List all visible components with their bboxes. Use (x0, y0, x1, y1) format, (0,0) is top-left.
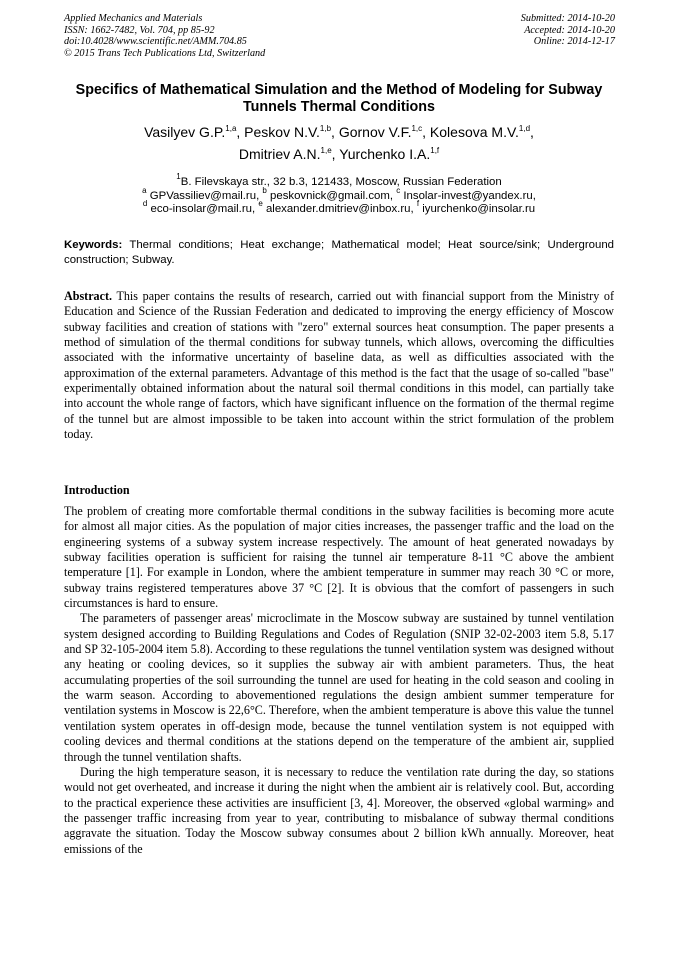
online-date: Online: 2014-12-17 (533, 36, 615, 48)
journal-name: Applied Mechanics and Materials (64, 13, 203, 24)
affiliation-address-line: $^1$B. Filevskaya str., 32 b.3, 121433, Moscow, Russian Federation (176, 172, 502, 188)
paragraph: During the high temperature season, it is necessary to reduce the ventilation rate during the day, so stations would not get overheated, and increase it during the night when the ambient air is relatively cool. But, according to the practical experience these activities are insufficient [3, 4]. Moreover, the observed «global warming» and the passenger traffic increasing from year to year, contributing to misbalance of subway thermal conditions aggravate the situation. Today the Moscow subway consumes about 2 billion kWh annually. Moreover, heat emissions of the (64, 764, 614, 856)
affiliation-address: B. Filevskaya str., 32 b.3, 121433, Moscow, Russian Federation (180, 176, 502, 188)
keywords-label: Keywords: (64, 239, 123, 251)
email-line: $^d$ eco-insolar@mail.ru, $^e$ alexander.dmitriev@inbox.ru, $^f$ iyurchenko@insolar.ru (142, 199, 536, 216)
author-affiliation-mark: 1,a (225, 124, 237, 133)
section-heading: Introduction (64, 483, 130, 497)
paragraph: The parameters of passenger areas' microclimate in the Moscow subway are sustained by tunnel ventilation system designed according to Building Regulations and Codes of Regulation (SNIP 32-02-2003 item 5.8, 5.17 and SP 32-105-2004 item 5.8). According to these regulations the tunnel ventilation system was designed without any heating or cooling devices, so it supplies the subway air with ambient parameters. Thus, the heat accumulating properties of the soil surrounding the tunnel are used for heating in the cold season and cooling in the warm season. According to abovementioned regulations the design ambient summer temperature for ventilation systems in Moscow is 22,6°C. Therefore, when the ambient temperature is above this value the tunnel ventilation system operates in off-design mode, because the tunnel ventilation system is not equipped with cooling devices and thermal conditions at the stations depend on the temperature of the ambient air, supplied through the tunnel ventilation shafts. (64, 611, 614, 764)
author-name: Dmitriev A.N. (238, 146, 321, 162)
keywords-section (64, 238, 614, 267)
author-affiliation-mark: 1,d (518, 124, 531, 133)
introduction-body (64, 504, 614, 857)
author-affiliation-mark: 1,c (411, 124, 423, 133)
author-name: Kolesova M.V. (429, 124, 519, 140)
author-affiliation-mark: 1,f (430, 146, 440, 155)
email-line: $^a$ GPVassiliev@mail.ru, $^b$ peskovnick@gmail.com, $^c$ Insolar-invest@yandex.ru, (142, 185, 536, 202)
affiliations (64, 172, 614, 217)
issn: ISSN: 1662-7482, Vol. 704, pp 85-92 (64, 24, 215, 36)
email-link[interactable]: peskovnick@gmail.com (270, 189, 390, 202)
author-name: Vasilyev G.P. (144, 124, 226, 140)
paper-title: Specifics of Mathematical Simulation and the Method of Modeling for Subway Tunnels Thermal Conditions (75, 82, 603, 115)
accepted-date: Accepted: 2014-10-20 (524, 24, 615, 36)
paragraph: The problem of creating more comfortable thermal conditions in the subway facilities is becoming more acute for almost all major cities. As the population of major cities increases, the passenger traffic and the load on the engineering systems of a subway system increase respectively. The amount of heat generated nowadays by subway facilities operation is sufficient for raising the tunnel air temperature 8-11 °C above the ambient temperature [1]. For example in London, where the ambient temperature in summer may reach 30 °C or more, subway trains registered temperatures above 37 °C [2]. It is obvious that the comfort of passengers in such circumstances is hard to ensure. (64, 504, 614, 611)
copyright: © 2015 Trans Tech Publications Ltd, Switzerland (64, 47, 266, 59)
email-link[interactable]: eco-insolar@mail.ru (150, 203, 252, 216)
email-link[interactable]: GPVassiliev@mail.ru (149, 189, 257, 202)
publication-dates (521, 13, 615, 48)
author-affiliation-mark: 1,e (320, 146, 332, 155)
doi: doi:10.4028/www.scientific.net/AMM.704.85 (64, 36, 247, 48)
author-name: Gornov V.F. (338, 124, 412, 140)
author-name: Yurchenko I.A. (339, 146, 431, 162)
email-link[interactable]: iyurchenko@insolar.ru (422, 203, 536, 216)
author-name: Peskov N.V. (244, 124, 320, 140)
author-affiliation-mark: 1,b (319, 124, 332, 133)
email-link[interactable]: alexander.dmitriev@inbox.ru (265, 203, 411, 216)
submitted-date: Submitted: 2014-10-20 (520, 13, 615, 24)
abstract-label: Abstract. (64, 289, 113, 303)
abstract-section (64, 289, 614, 442)
author-list: Vasilyev G.P.$^{1,a}$, Peskov N.V.$^{1,b}$, Gornov V.F.$^{1,c}$, Kolesova M.V.$^{1,d}$, Dmitriev A.N.$^{1,e}$, Yurchenko I.A.$^{1,f}$ (144, 124, 534, 162)
keywords-text: Thermal conditions; Heat exchange; Mathematical model; Heat source/sink; Underground construction; Subway. (64, 239, 614, 266)
abstract-text: This paper contains the results of research, carried out with financial support from the Ministry of Education and Science of the Russian Federation and dedicated to improving the energy efficiency of Moscow subway facilities and creation of stations with "zero" external sources heat consumption. The paper presents a method of simulation of the thermal conditions for subway tunnels, which allows, overcoming the difficulties associated with the informative uncertainty of baseline data, as well as difficulties associated with the approximation of the external parameters. Advantage of this method is the fact that the usage of so-called "base" experimentally obtained information about the natural soil thermal conditions in this model, can partially take into account the whole range of factors, which have significant influence on the formation of the thermal regime of the tunnel but are almost impossible to be taken into account within the strict formulation of the problem today. (64, 289, 614, 442)
publication-info (64, 13, 265, 59)
email-link[interactable]: Insolar-invest@yandex.ru (403, 189, 533, 202)
